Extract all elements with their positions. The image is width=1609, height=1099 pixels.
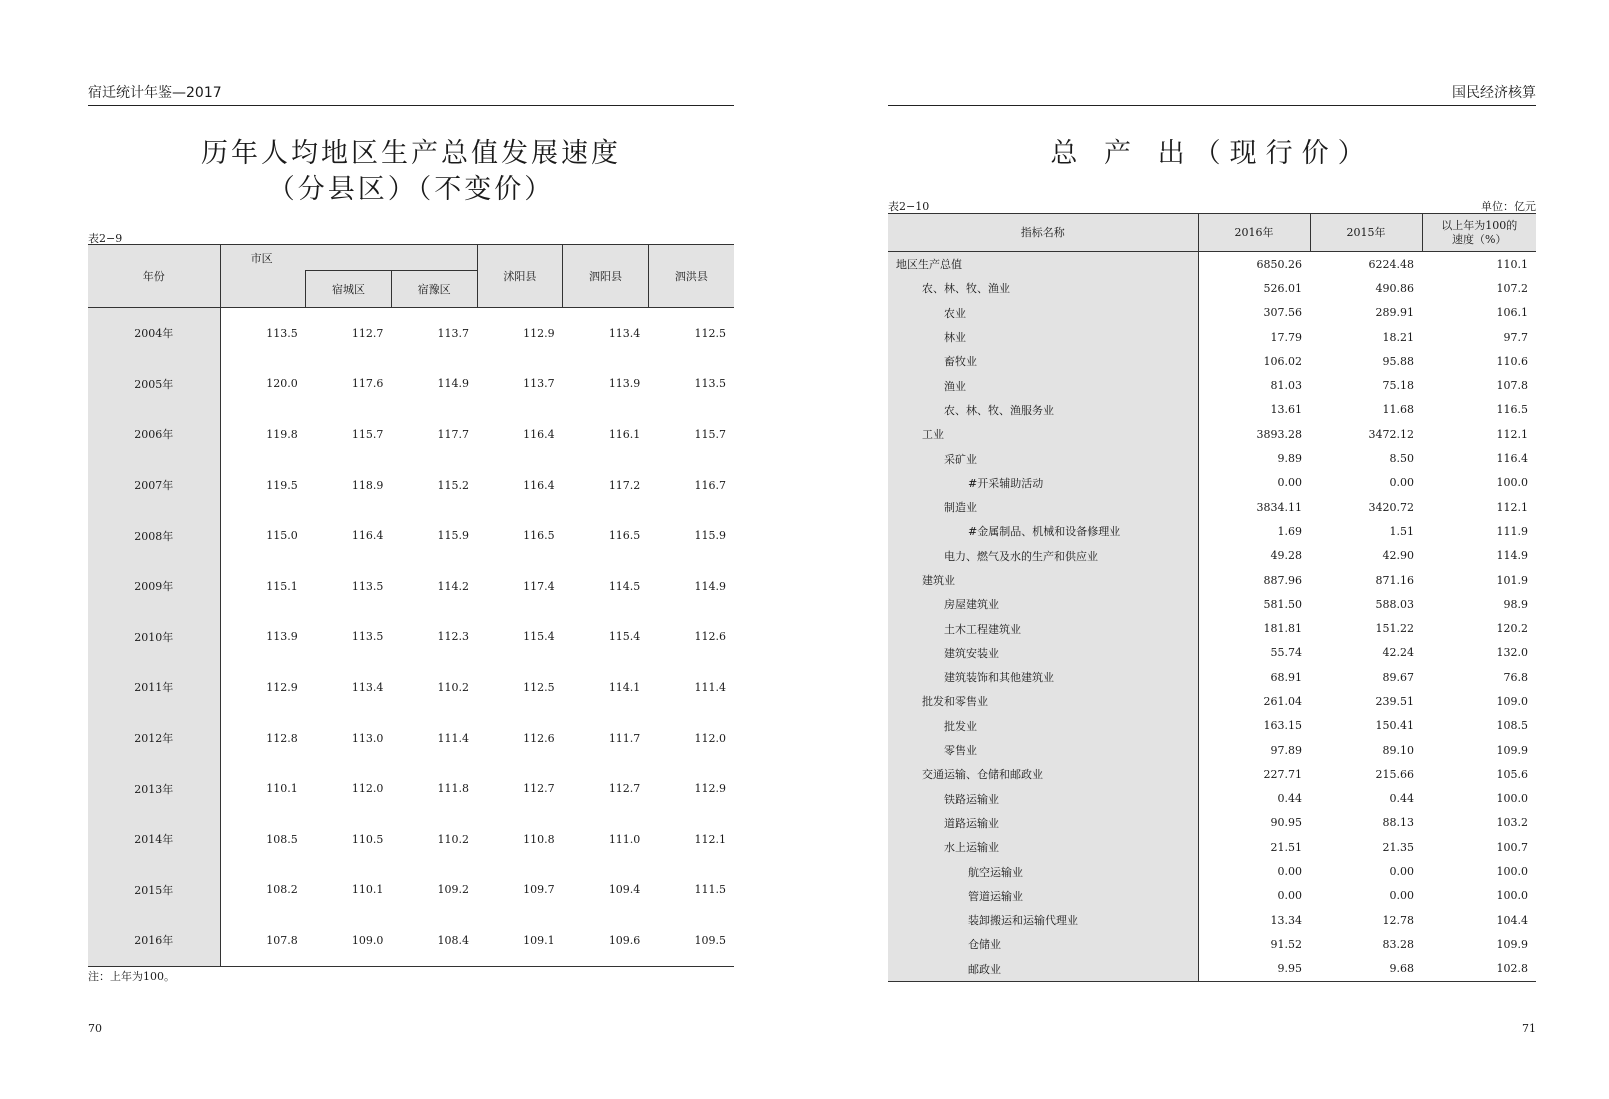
table-row xyxy=(888,787,1536,811)
value-cell-y2015: 588.03 xyxy=(1375,597,1414,611)
value-cell-sihong: 113.5 xyxy=(694,377,726,391)
value-cell-siyang: 116.1 xyxy=(608,427,641,441)
value-cell-city: 119.8 xyxy=(266,427,298,441)
indicator-name-cell: 农、林、牧、渔业 xyxy=(888,276,1198,300)
indicator-name-cell: 渔业 xyxy=(888,373,1198,397)
indicator-name-cell: 林业 xyxy=(888,325,1198,349)
table-row xyxy=(88,814,734,865)
table-row xyxy=(88,561,734,612)
value-cell-sihong: 112.9 xyxy=(694,782,726,796)
value-cell-speed: 109.9 xyxy=(1496,743,1528,757)
indicator-name-cell: 装卸搬运和运输代理业 xyxy=(888,908,1198,932)
table-row xyxy=(888,495,1536,519)
value-cell-city: 115.0 xyxy=(266,529,298,543)
value-cell-city: 112.8 xyxy=(266,731,298,745)
value-cell-city: 112.9 xyxy=(266,680,298,694)
year-cell: 2007年 xyxy=(88,460,220,511)
value-cell-y2015: 0.00 xyxy=(1389,865,1414,879)
indicator-name-cell: #金属制品、机械和设备修理业 xyxy=(888,519,1198,543)
header-year: 年份 xyxy=(88,245,220,308)
value-cell-suyu: 110.2 xyxy=(437,680,470,694)
table-row xyxy=(888,349,1536,373)
value-cell-suyu: 115.2 xyxy=(437,478,470,492)
value-cell-speed: 100.0 xyxy=(1496,865,1528,879)
value-cell-sucheng: 110.1 xyxy=(351,883,384,897)
header-indicator: 指标名称 xyxy=(888,214,1198,252)
value-cell-city: 113.5 xyxy=(266,326,298,340)
table-row xyxy=(888,689,1536,713)
value-cell-siyang: 109.4 xyxy=(608,883,641,897)
value-cell-y2015: 1.51 xyxy=(1389,524,1414,538)
value-cell-y2016: 97.89 xyxy=(1270,743,1302,757)
left-page xyxy=(88,0,734,1099)
header-shuyang: 沭阳县 xyxy=(477,245,563,308)
table-body xyxy=(888,252,1536,982)
value-cell-y2016: 9.95 xyxy=(1198,957,1310,982)
year-cell: 2014年 xyxy=(88,814,220,865)
value-cell-suyu: 117.7 xyxy=(437,427,470,441)
value-cell-y2015: 3472.12 xyxy=(1368,427,1414,441)
indicator-name-cell: 制造业 xyxy=(888,495,1198,519)
table-title: 总 产 出（现行价） xyxy=(1050,138,1374,169)
value-cell-speed: 76.8 xyxy=(1503,670,1528,684)
indicator-name-cell: 零售业 xyxy=(888,738,1198,762)
table-number: 表2−9 xyxy=(88,232,123,245)
value-cell-city: 107.8 xyxy=(220,915,306,966)
value-cell-speed: 97.7 xyxy=(1503,330,1528,344)
value-cell-y2016: 0.00 xyxy=(1277,889,1302,903)
table-title-line2: （分县区）（不变价） xyxy=(267,174,555,205)
value-cell-suyu: 114.9 xyxy=(437,377,470,391)
value-cell-sucheng: 109.0 xyxy=(306,915,392,966)
value-cell-y2016: 81.03 xyxy=(1270,379,1302,393)
table-row xyxy=(88,510,734,561)
indicator-name-cell: 交通运输、仓储和邮政业 xyxy=(888,762,1198,786)
value-cell-y2016: 106.02 xyxy=(1263,354,1302,368)
table-row xyxy=(888,908,1536,932)
value-cell-y2015: 239.51 xyxy=(1375,694,1414,708)
value-cell-shuyang: 112.9 xyxy=(523,326,555,340)
table-row xyxy=(888,592,1536,616)
table-row xyxy=(888,568,1536,592)
value-cell-y2015: 12.78 xyxy=(1382,913,1414,927)
header-speed-line1: 以上年为100的 xyxy=(1441,218,1518,232)
year-cell: 2013年 xyxy=(88,763,220,814)
value-cell-y2016: 13.61 xyxy=(1270,403,1302,417)
value-cell-siyang: 114.5 xyxy=(608,579,641,593)
value-cell-speed: 103.2 xyxy=(1496,816,1528,830)
value-cell-sihong: 109.5 xyxy=(648,915,734,966)
value-cell-speed: 116.5 xyxy=(1496,403,1528,417)
table-row xyxy=(888,835,1536,859)
indicator-name-cell: 邮政业 xyxy=(888,957,1198,982)
value-cell-y2016: 13.34 xyxy=(1270,913,1302,927)
value-cell-sucheng: 117.6 xyxy=(351,377,384,391)
indicator-name-cell: 批发业 xyxy=(888,714,1198,738)
table-number: 表2−10 xyxy=(888,200,930,213)
value-cell-speed: 104.4 xyxy=(1496,913,1528,927)
indicator-name-cell: #开采辅助活动 xyxy=(888,471,1198,495)
indicator-name-cell: 建筑安装业 xyxy=(888,641,1198,665)
indicator-name-cell: 采矿业 xyxy=(888,446,1198,470)
value-cell-suyu: 110.2 xyxy=(437,832,470,846)
value-cell-y2015: 0.00 xyxy=(1389,889,1414,903)
value-cell-speed: 109.0 xyxy=(1496,694,1528,708)
value-cell-sucheng: 115.7 xyxy=(351,427,384,441)
indicator-name-cell: 水上运输业 xyxy=(888,835,1198,859)
year-cell: 2015年 xyxy=(88,865,220,916)
table-row xyxy=(888,616,1536,640)
value-cell-y2015: 150.41 xyxy=(1375,719,1414,733)
value-cell-shuyang: 116.4 xyxy=(523,427,555,441)
indicator-name-cell: 管道运输业 xyxy=(888,884,1198,908)
indicator-name-cell: 批发和零售业 xyxy=(888,689,1198,713)
value-cell-speed: 100.0 xyxy=(1496,889,1528,903)
value-cell-y2015: 0.44 xyxy=(1389,792,1414,806)
table-body xyxy=(88,308,734,967)
value-cell-y2015: 42.90 xyxy=(1382,549,1414,563)
value-cell-y2015: 9.68 xyxy=(1310,957,1422,982)
page-number-right: 71 xyxy=(1522,1022,1536,1035)
value-cell-y2015: 871.16 xyxy=(1375,573,1414,587)
value-cell-speed: 108.5 xyxy=(1496,719,1528,733)
header-speed xyxy=(1422,214,1536,252)
value-cell-suyu: 113.7 xyxy=(437,326,470,340)
value-cell-sihong: 111.5 xyxy=(694,883,726,897)
table-row xyxy=(88,409,734,460)
value-cell-y2016: 0.44 xyxy=(1277,792,1302,806)
table-row xyxy=(888,325,1536,349)
value-cell-siyang: 111.7 xyxy=(608,731,641,745)
value-cell-sucheng: 116.4 xyxy=(351,529,384,543)
value-cell-sihong: 112.5 xyxy=(694,326,726,340)
value-cell-siyang: 115.4 xyxy=(608,630,641,644)
value-cell-speed: 114.9 xyxy=(1496,549,1528,563)
value-cell-shuyang: 110.8 xyxy=(523,832,555,846)
indicator-name-cell: 建筑业 xyxy=(888,568,1198,592)
value-cell-sucheng: 112.7 xyxy=(351,326,384,340)
value-cell-y2015: 21.35 xyxy=(1382,840,1414,854)
table-title-line1: 历年人均地区生产总值发展速度 xyxy=(201,138,621,169)
value-cell-speed: 111.9 xyxy=(1496,524,1528,538)
table-row xyxy=(888,398,1536,422)
value-cell-city: 110.1 xyxy=(266,782,298,796)
value-cell-y2015: 88.13 xyxy=(1382,816,1414,830)
value-cell-y2015: 215.66 xyxy=(1375,767,1414,781)
value-cell-speed: 116.4 xyxy=(1496,452,1528,466)
value-cell-y2016: 526.01 xyxy=(1263,281,1302,295)
value-cell-speed: 100.7 xyxy=(1496,840,1528,854)
value-cell-siyang: 114.1 xyxy=(608,680,641,694)
value-cell-speed: 110.1 xyxy=(1496,257,1528,271)
table-row xyxy=(88,662,734,713)
value-cell-siyang: 117.2 xyxy=(608,478,641,492)
table-row xyxy=(888,252,1536,277)
year-cell: 2009年 xyxy=(88,561,220,612)
value-cell-y2015: 8.50 xyxy=(1389,452,1414,466)
indicator-name-cell: 农业 xyxy=(888,301,1198,325)
table-row xyxy=(888,641,1536,665)
page-number-left: 70 xyxy=(88,1022,102,1035)
value-cell-y2016: 6850.26 xyxy=(1256,257,1302,271)
table-row xyxy=(88,713,734,764)
table-row xyxy=(888,884,1536,908)
value-cell-y2016: 3834.11 xyxy=(1256,500,1302,514)
indicator-name-cell: 畜牧业 xyxy=(888,349,1198,373)
table-row xyxy=(888,665,1536,689)
table-row xyxy=(88,460,734,511)
per-capita-gdp-growth-table xyxy=(88,244,734,967)
value-cell-y2016: 887.96 xyxy=(1263,573,1302,587)
value-cell-sihong: 112.0 xyxy=(694,731,726,745)
value-cell-y2015: 6224.48 xyxy=(1368,257,1414,271)
indicator-name-cell: 土木工程建筑业 xyxy=(888,616,1198,640)
value-cell-sucheng: 113.4 xyxy=(351,680,384,694)
value-cell-y2016: 21.51 xyxy=(1270,840,1302,854)
table-row xyxy=(888,276,1536,300)
value-cell-speed: 107.2 xyxy=(1496,281,1528,295)
value-cell-city: 113.9 xyxy=(266,630,298,644)
table-row xyxy=(88,915,734,966)
table-note: 注：上年为100。 xyxy=(88,970,175,983)
header-city: 市区 xyxy=(220,245,477,271)
value-cell-shuyang: 115.4 xyxy=(523,630,555,644)
value-cell-y2015: 42.24 xyxy=(1382,646,1414,660)
value-cell-shuyang: 112.5 xyxy=(523,680,555,694)
value-cell-suyu: 115.9 xyxy=(437,529,470,543)
value-cell-y2016: 581.50 xyxy=(1263,597,1302,611)
year-cell: 2016年 xyxy=(88,915,220,966)
value-cell-y2015: 490.86 xyxy=(1375,281,1414,295)
indicator-name-cell: 电力、燃气及水的生产和供应业 xyxy=(888,544,1198,568)
indicator-name-cell: 建筑装饰和其他建筑业 xyxy=(888,665,1198,689)
value-cell-sihong: 116.7 xyxy=(694,478,726,492)
table-row xyxy=(888,859,1536,883)
value-cell-sucheng: 113.5 xyxy=(351,579,384,593)
value-cell-y2016: 1.69 xyxy=(1277,524,1302,538)
table-unit: 单位：亿元 xyxy=(1481,200,1536,213)
value-cell-siyang: 111.0 xyxy=(608,832,641,846)
value-cell-suyu: 108.4 xyxy=(391,915,477,966)
table-row xyxy=(88,763,734,814)
value-cell-speed: 98.9 xyxy=(1503,597,1528,611)
value-cell-sucheng: 113.5 xyxy=(351,630,384,644)
value-cell-speed: 101.9 xyxy=(1496,573,1528,587)
value-cell-sucheng: 110.5 xyxy=(351,832,384,846)
value-cell-speed: 107.8 xyxy=(1496,379,1528,393)
value-cell-y2016: 90.95 xyxy=(1270,816,1302,830)
value-cell-speed: 112.1 xyxy=(1496,427,1528,441)
table-row xyxy=(888,811,1536,835)
value-cell-siyang: 112.7 xyxy=(608,782,641,796)
value-cell-y2015: 3420.72 xyxy=(1368,500,1414,514)
value-cell-sucheng: 112.0 xyxy=(351,782,384,796)
indicator-name-cell: 房屋建筑业 xyxy=(888,592,1198,616)
value-cell-suyu: 111.8 xyxy=(437,782,470,796)
indicator-name-cell: 铁路运输业 xyxy=(888,787,1198,811)
value-cell-speed: 110.6 xyxy=(1496,354,1528,368)
table-row xyxy=(888,544,1536,568)
header-siyang: 泗阳县 xyxy=(563,245,649,308)
value-cell-y2016: 181.81 xyxy=(1263,622,1302,636)
header-2015: 2015年 xyxy=(1310,214,1422,252)
value-cell-speed: 109.9 xyxy=(1496,937,1528,951)
table-row xyxy=(88,612,734,663)
value-cell-y2016: 3893.28 xyxy=(1256,427,1302,441)
value-cell-y2015: 75.18 xyxy=(1382,379,1414,393)
value-cell-sihong: 115.9 xyxy=(694,529,726,543)
table-row xyxy=(888,519,1536,543)
value-cell-sucheng: 118.9 xyxy=(351,478,384,492)
running-head-left: 宿迁统计年鉴—2017 xyxy=(88,83,734,106)
value-cell-y2015: 89.10 xyxy=(1382,743,1414,757)
value-cell-shuyang: 112.7 xyxy=(523,782,555,796)
value-cell-sucheng: 113.0 xyxy=(351,731,384,745)
value-cell-y2015: 95.88 xyxy=(1382,354,1414,368)
value-cell-y2016: 0.00 xyxy=(1277,476,1302,490)
value-cell-speed: 132.0 xyxy=(1496,646,1528,660)
value-cell-y2015: 89.67 xyxy=(1382,670,1414,684)
value-cell-suyu: 111.4 xyxy=(437,731,470,745)
value-cell-y2015: 289.91 xyxy=(1375,306,1414,320)
value-cell-y2016: 307.56 xyxy=(1263,306,1302,320)
value-cell-y2015: 0.00 xyxy=(1389,476,1414,490)
year-cell: 2011年 xyxy=(88,662,220,713)
indicator-name-cell: 道路运输业 xyxy=(888,811,1198,835)
table-row xyxy=(888,373,1536,397)
value-cell-shuyang: 116.4 xyxy=(523,478,555,492)
value-cell-suyu: 114.2 xyxy=(437,579,470,593)
value-cell-y2016: 163.15 xyxy=(1263,719,1302,733)
value-cell-y2016: 68.91 xyxy=(1270,670,1302,684)
value-cell-y2016: 261.04 xyxy=(1263,694,1302,708)
gross-output-table xyxy=(888,213,1536,982)
table-row xyxy=(888,446,1536,470)
table-row xyxy=(888,957,1536,982)
value-cell-y2016: 91.52 xyxy=(1270,937,1302,951)
value-cell-y2016: 55.74 xyxy=(1270,646,1302,660)
value-cell-speed: 105.6 xyxy=(1496,767,1528,781)
value-cell-y2016: 49.28 xyxy=(1270,549,1302,563)
header-sihong: 泗洪县 xyxy=(648,245,734,308)
value-cell-sihong: 111.4 xyxy=(694,680,726,694)
value-cell-siyang: 113.4 xyxy=(608,326,641,340)
value-cell-sihong: 112.6 xyxy=(694,630,726,644)
value-cell-city: 120.0 xyxy=(266,377,298,391)
table-row xyxy=(88,865,734,916)
value-cell-city: 108.2 xyxy=(266,883,298,897)
running-head-right: 国民经济核算 xyxy=(888,83,1536,106)
value-cell-y2015: 18.21 xyxy=(1382,330,1414,344)
table-row xyxy=(888,714,1536,738)
value-cell-siyang: 109.6 xyxy=(563,915,649,966)
indicator-name-cell: 仓储业 xyxy=(888,932,1198,956)
year-cell: 2004年 xyxy=(88,308,220,359)
header-2016: 2016年 xyxy=(1198,214,1310,252)
value-cell-shuyang: 117.4 xyxy=(523,579,555,593)
right-page xyxy=(888,0,1536,1099)
indicator-name-cell: 地区生产总值 xyxy=(888,252,1198,277)
table-row xyxy=(888,932,1536,956)
value-cell-shuyang: 113.7 xyxy=(523,377,555,391)
table-row xyxy=(888,762,1536,786)
indicator-name-cell: 航空运输业 xyxy=(888,859,1198,883)
value-cell-city: 108.5 xyxy=(266,832,298,846)
indicator-name-cell: 农、林、牧、渔服务业 xyxy=(888,398,1198,422)
value-cell-y2016: 227.71 xyxy=(1263,767,1302,781)
value-cell-speed: 100.0 xyxy=(1496,476,1528,490)
value-cell-y2016: 0.00 xyxy=(1277,865,1302,879)
table-row xyxy=(888,738,1536,762)
value-cell-shuyang: 112.6 xyxy=(523,731,555,745)
value-cell-siyang: 113.9 xyxy=(608,377,641,391)
table-row xyxy=(888,422,1536,446)
header-suyuqu: 宿豫区 xyxy=(391,271,477,308)
value-cell-y2016: 17.79 xyxy=(1270,330,1302,344)
value-cell-city: 115.1 xyxy=(266,579,298,593)
year-cell: 2010年 xyxy=(88,612,220,663)
value-cell-city: 119.5 xyxy=(266,478,298,492)
value-cell-suyu: 109.2 xyxy=(437,883,470,897)
value-cell-y2015: 83.28 xyxy=(1382,937,1414,951)
value-cell-shuyang: 116.5 xyxy=(523,529,555,543)
value-cell-speed: 106.1 xyxy=(1496,306,1528,320)
value-cell-sihong: 115.7 xyxy=(694,427,726,441)
value-cell-shuyang: 109.7 xyxy=(523,883,555,897)
table-row xyxy=(88,359,734,410)
table-row xyxy=(888,301,1536,325)
value-cell-shuyang: 109.1 xyxy=(477,915,563,966)
header-suchengqu: 宿城区 xyxy=(306,271,392,308)
value-cell-sihong: 112.1 xyxy=(694,832,726,846)
value-cell-y2015: 11.68 xyxy=(1382,403,1414,417)
indicator-name-cell: 工业 xyxy=(888,422,1198,446)
header-speed-line2: 速度（%） xyxy=(1452,232,1507,246)
value-cell-speed: 120.2 xyxy=(1496,622,1528,636)
table-row xyxy=(88,308,734,359)
value-cell-siyang: 116.5 xyxy=(608,529,641,543)
value-cell-speed: 102.8 xyxy=(1422,957,1536,982)
value-cell-y2015: 151.22 xyxy=(1375,622,1414,636)
year-cell: 2012年 xyxy=(88,713,220,764)
year-cell: 2005年 xyxy=(88,359,220,410)
value-cell-speed: 112.1 xyxy=(1496,500,1528,514)
table-row xyxy=(888,471,1536,495)
header-city-blank xyxy=(220,271,306,308)
value-cell-suyu: 112.3 xyxy=(437,630,470,644)
value-cell-speed: 100.0 xyxy=(1496,792,1528,806)
year-cell: 2006年 xyxy=(88,409,220,460)
value-cell-y2016: 9.89 xyxy=(1277,452,1302,466)
value-cell-sihong: 114.9 xyxy=(694,579,726,593)
year-cell: 2008年 xyxy=(88,510,220,561)
